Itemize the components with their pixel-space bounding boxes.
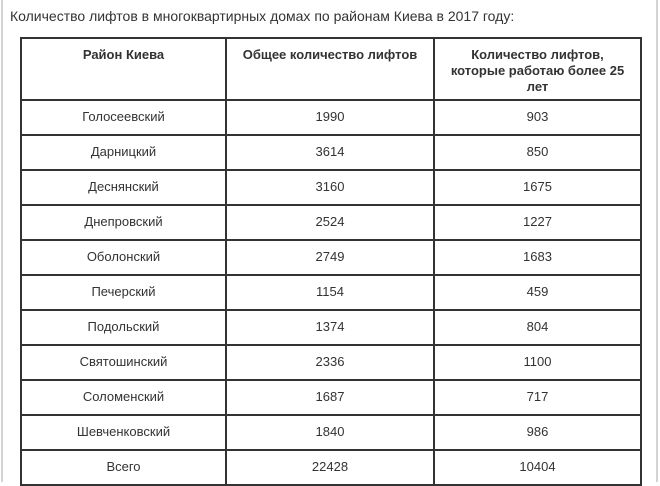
total-elevators-cell: 3160 [226,170,434,205]
column-header-total-elevators: Общее количество лифтов [226,38,434,100]
district-cell: Шевченковский [21,415,226,450]
table-row [21,240,641,275]
table-row [21,345,641,380]
total-elevators-cell: 2524 [226,205,434,240]
page-title: Количество лифтов в многоквартирных домах по районам Киева в 2017 году: [10,8,515,24]
district-cell: Печерский [21,275,226,310]
table-row [21,100,641,135]
total-elevators-cell: 1374 [226,310,434,345]
column-header-district: Район Киева [21,38,226,100]
total-elevators-cell: 22428 [226,450,434,485]
old-elevators-cell: 1675 [434,170,641,205]
total-elevators-cell: 1840 [226,415,434,450]
container-left-border [1,0,3,482]
total-elevators-cell: 2749 [226,240,434,275]
column-header-elevators-over-25-years: Количество лифтов, которые работаю более 25 лет [434,38,641,100]
table-body [21,100,641,485]
table-row [21,135,641,170]
table-row [21,415,641,450]
table-row [21,205,641,240]
elevators-table [20,37,642,486]
district-cell: Оболонский [21,240,226,275]
old-elevators-cell: 10404 [434,450,641,485]
district-cell: Всего [21,450,226,485]
container-right-border [656,0,658,482]
old-elevators-cell: 903 [434,100,641,135]
total-elevators-cell: 1687 [226,380,434,415]
table-row [21,310,641,345]
total-elevators-cell: 1154 [226,275,434,310]
district-cell: Дарницкий [21,135,226,170]
district-cell: Голосеевский [21,100,226,135]
old-elevators-cell: 1100 [434,345,641,380]
old-elevators-cell: 986 [434,415,641,450]
old-elevators-cell: 459 [434,275,641,310]
old-elevators-cell: 1227 [434,205,641,240]
table-row [21,380,641,415]
table-row [21,275,641,310]
total-elevators-cell: 3614 [226,135,434,170]
total-elevators-cell: 2336 [226,345,434,380]
district-cell: Соломенский [21,380,226,415]
old-elevators-cell: 717 [434,380,641,415]
district-cell: Святошинский [21,345,226,380]
total-row [21,450,641,485]
header-row [21,38,641,100]
old-elevators-cell: 1683 [434,240,641,275]
district-cell: Подольский [21,310,226,345]
table-row [21,170,641,205]
total-elevators-cell: 1990 [226,100,434,135]
district-cell: Деснянский [21,170,226,205]
old-elevators-cell: 804 [434,310,641,345]
district-cell: Днепровский [21,205,226,240]
table-header [21,38,641,100]
old-elevators-cell: 850 [434,135,641,170]
